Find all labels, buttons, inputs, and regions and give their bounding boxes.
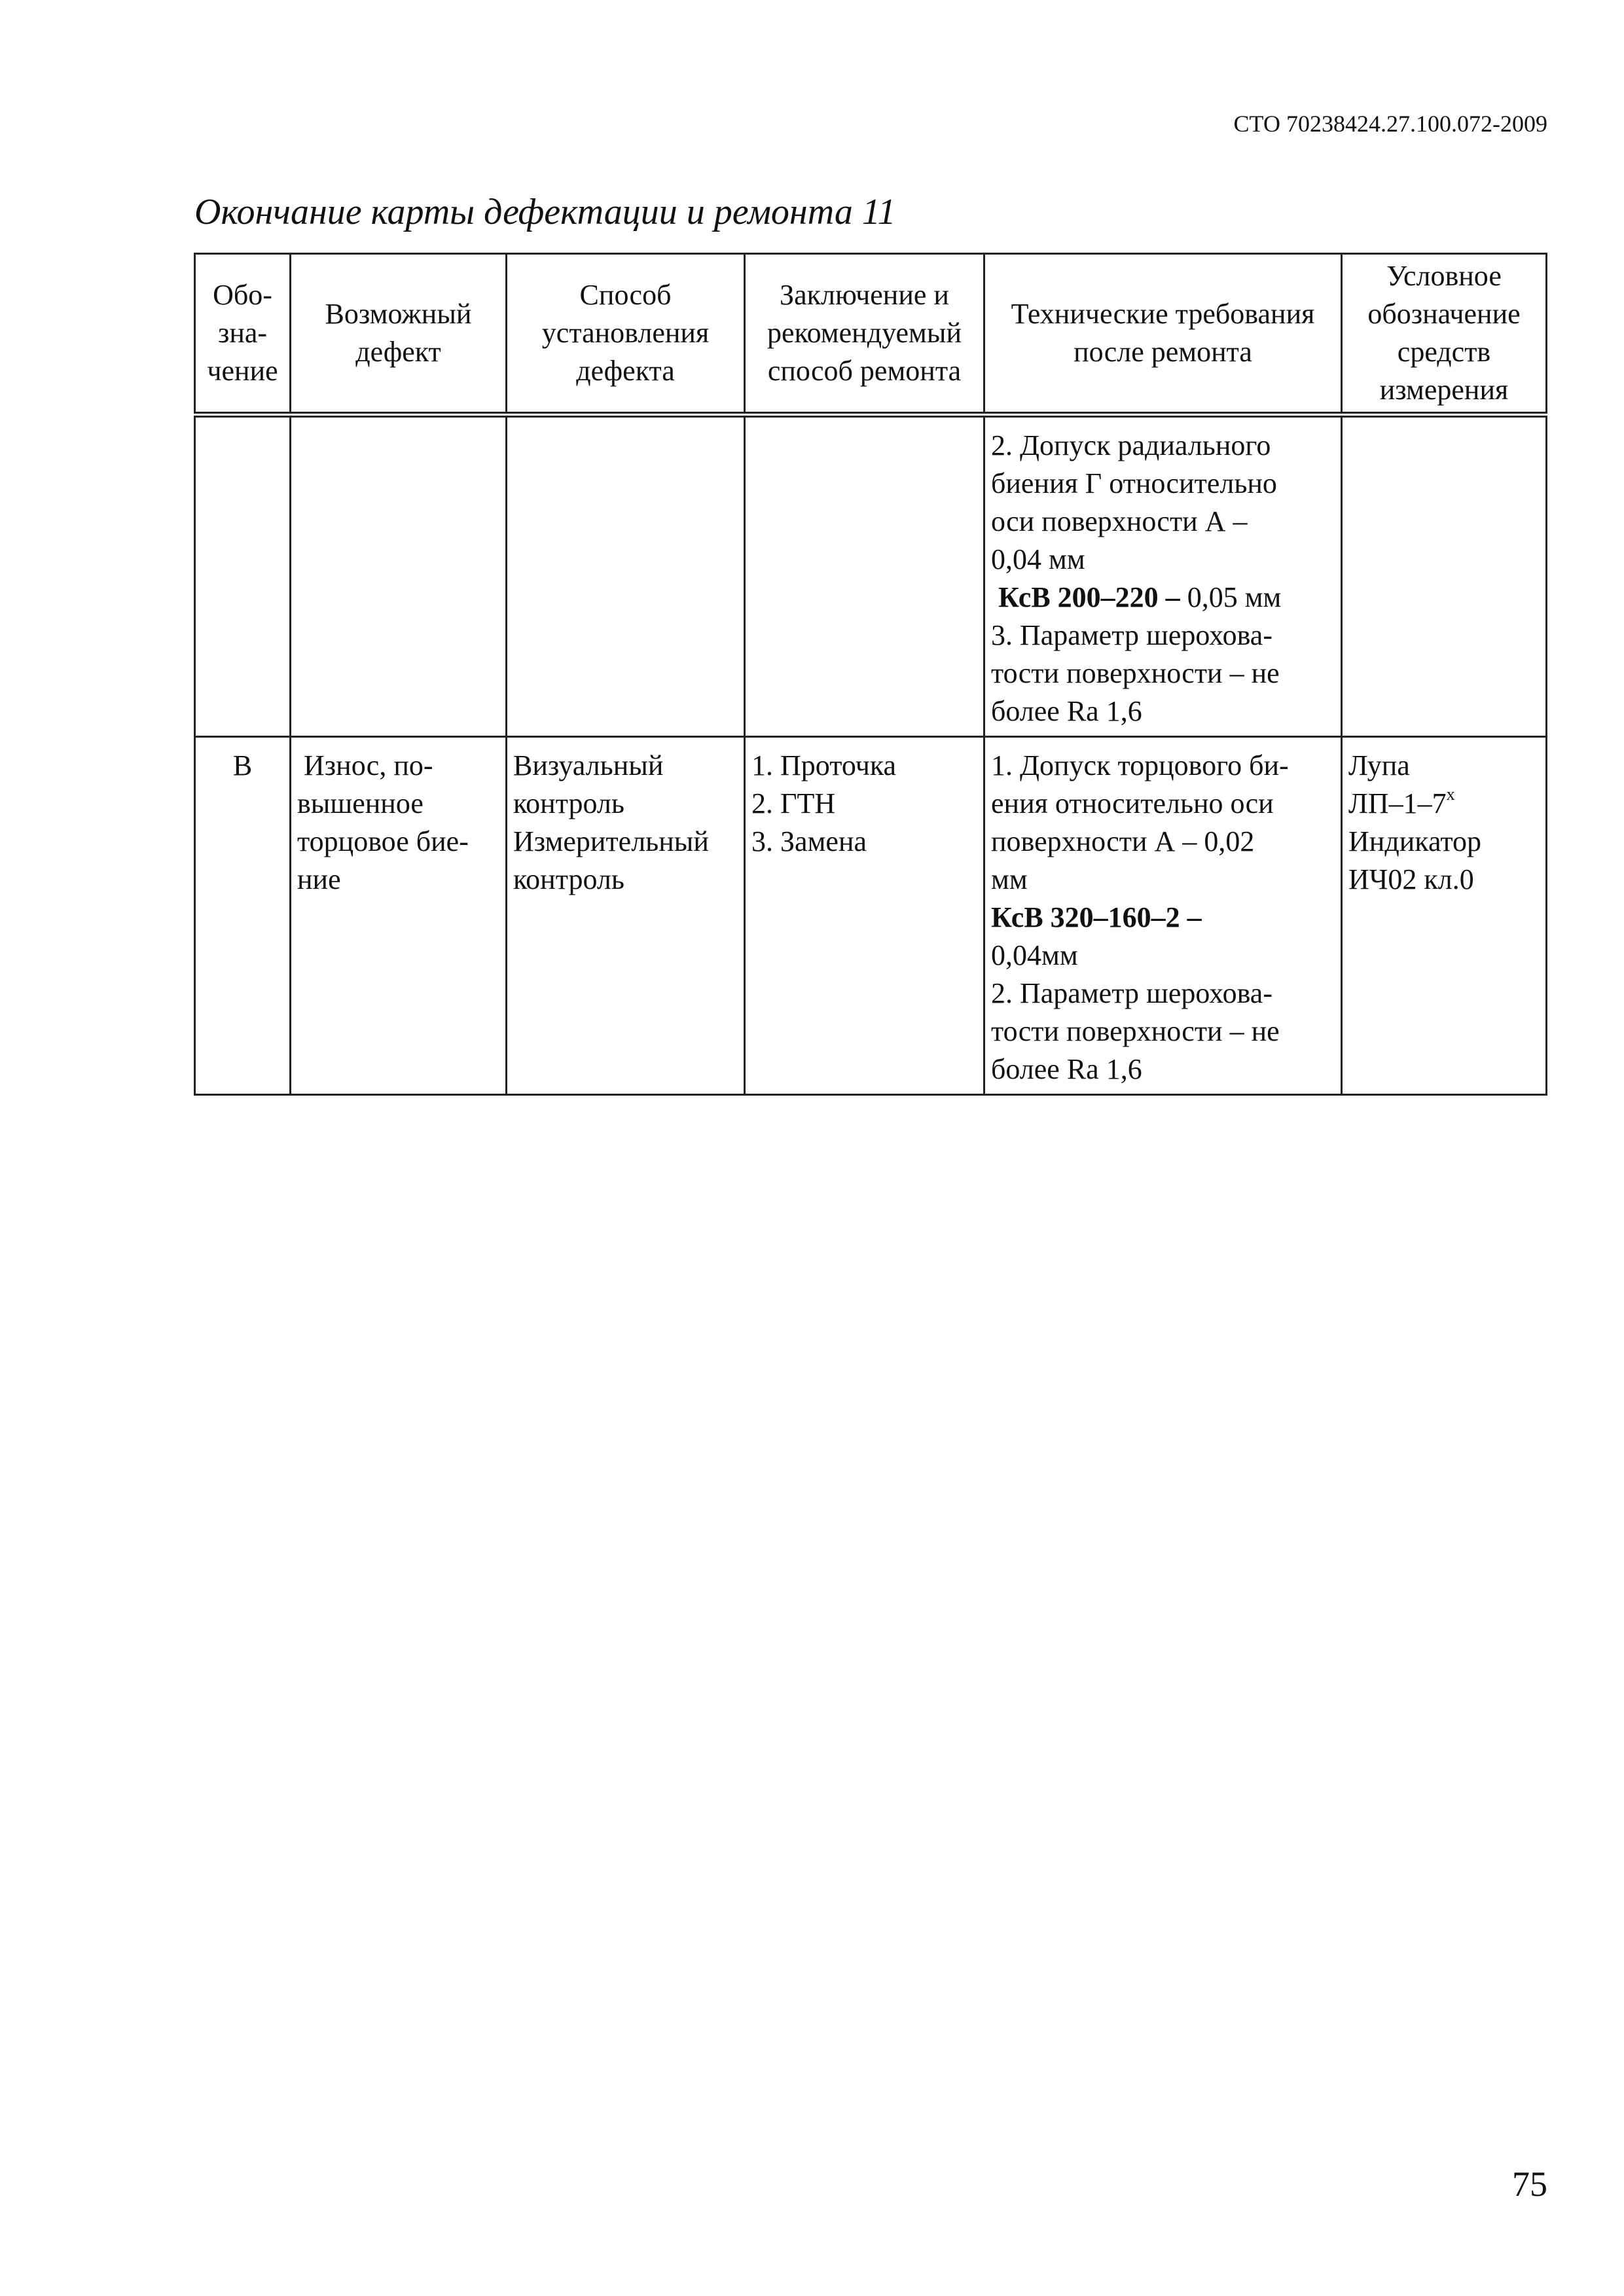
header-instruments: Условное обозначение средств измерения xyxy=(1342,254,1547,415)
cell-conclusion xyxy=(745,415,984,737)
cell-method xyxy=(507,415,745,737)
requirement-model-line: КсВ 200–220 – 0,05 мм xyxy=(998,581,1282,613)
header-requirements: Технические требования после ремонта xyxy=(984,254,1342,415)
cell-defect xyxy=(291,415,507,737)
cell-defect: Износ, по- вышенное торцовое бие- ние xyxy=(291,737,507,1095)
header-designation: Обо- зна- чение xyxy=(195,254,291,415)
table-caption: Окончание карты дефектации и ремонта 11 xyxy=(194,192,896,232)
cell-designation xyxy=(195,415,291,737)
header-conclusion: Заключение и рекомендуемый способ ремонта xyxy=(745,254,984,415)
table-row xyxy=(195,415,1547,737)
cell-requirements: 2. Допуск радиального биения Г относительно оси поверхности А – 0,04 мм КсВ 200–220 – 0,05 мм 3. Параметр шерохова- тости поверхности – не более Ra 1,6 xyxy=(984,415,1342,737)
page-number: 75 xyxy=(1512,2164,1547,2204)
cell-method: Визуальный контроль Измерительный контроль xyxy=(507,737,745,1095)
cell-instruments xyxy=(1342,415,1547,737)
document-code: СТО 70238424.27.100.072-2009 xyxy=(1233,111,1547,137)
cell-requirements: 1. Допуск торцового би- ения относительно оси поверхности А – 0,02 мм КсВ 320–160–2 – 0,04мм 2. Параметр шерохова- тости поверхности – не более Ra 1,6 xyxy=(984,737,1342,1095)
header-detection-method: Способ установления дефекта xyxy=(507,254,745,415)
table-row xyxy=(195,737,1547,1095)
cell-instruments: Лупа $ЛП-1-7^х$ Индикатор ИЧ02 кл.0 xyxy=(1342,737,1547,1095)
table-header-row xyxy=(195,254,1547,415)
cell-designation: В xyxy=(195,737,291,1095)
cell-conclusion: 1. Проточка 2. ГТН 3. Замена xyxy=(745,737,984,1095)
header-defect: Возможный дефект xyxy=(291,254,507,415)
defect-repair-table xyxy=(194,253,1547,1096)
